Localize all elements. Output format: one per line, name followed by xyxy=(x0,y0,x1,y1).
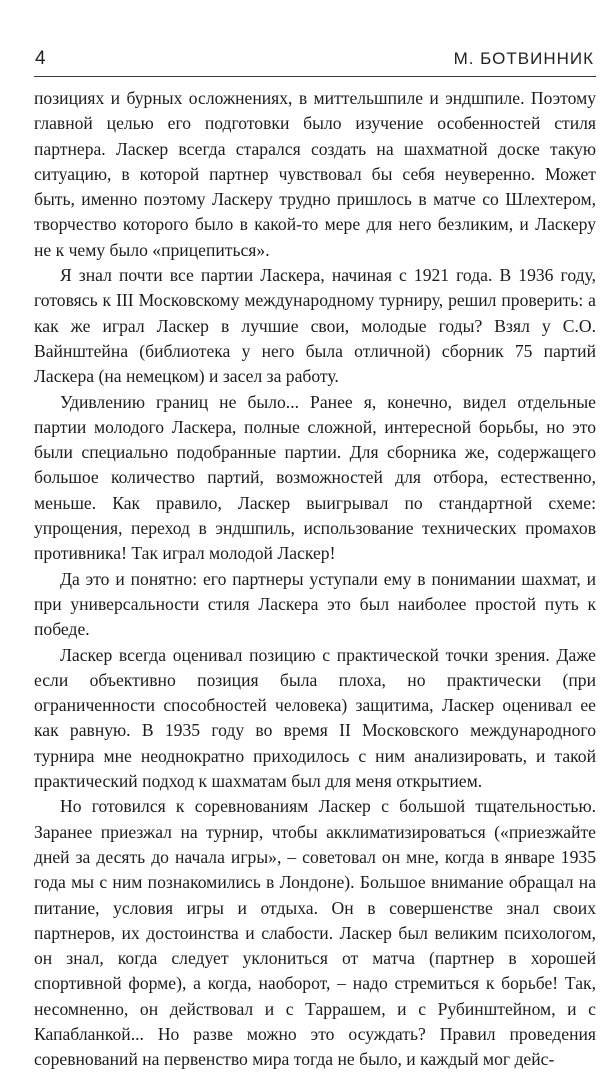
paragraph-1: позициях и бурных осложнениях, в миттельшпиле и эндшпиле. Поэтому главной целью его подготовки было изучение особенностей стиля партнера. Ласкер всегда старался создать на шахматной доске такую ситуацию, в которой партнер чувствовал бы себя неуверенно. Может быть, именно поэтому Ласкеру трудно пришлось в матче со Шлехтером, творчество которого было в какой-то мере для него безликим, и Ласкеру не к чему было «прицепиться». xyxy=(34,88,596,260)
page-number: 4 xyxy=(35,48,46,69)
paragraph-6: Но готовился к соревнованиям Ласкер с большой тщательностью. Заранее приезжал на турнир, чтобы акклиматизироваться («приезжайте дней за десять до начала игры», – советовал он мне, когда в январе 1935 года мы с ним познакомились в Лондоне). Большое внимание обращал на питание, условия игры и отдыха. Он в совершенстве знал своих партнеров, их достоинства и слабости. Ласкер был великим психологом, он знал, когда следует уклониться от матча (партнер в хорошей спортивной форме), а когда, наоборот, – надо стремиться к борьбе! Так, несомненно, он действовал и с Таррашем, и с Рубинштейном, и с Капабланкой... Но разве можно это осуждать? Правил проведения соревнований на первенство мира тогда не было, и каждый мог дейс- xyxy=(34,796,596,1070)
paragraph-2: Я знал почти все партии Ласкера, начиная с 1921 года. В 1936 году, готовясь к III Московскому международному турниру, решил проверить: а как же играл Ласкер в лучшие свои, молодые годы? Взял у С.О. Вайнштейна (библиотека у него была отличной) сборник 75 партий Ласкера (на немецком) и засел за работу. xyxy=(34,265,596,387)
body-text xyxy=(34,86,596,1073)
page-header xyxy=(34,46,596,77)
paragraph-4: Да это и понятно: его партнеры уступали ему в понимании шахмат, и при универсальности стиля Ласкера это был наиболее простой путь к победе. xyxy=(34,568,596,640)
paragraph-5: Ласкер всегда оценивал позицию с практической точки зрения. Даже если объективно позиция была плоха, но практически (при ограниченности способностей человека) защитима, Ласкер оценивал ее как равную. В 1935 году во время II Московского международного турнира мне неоднократно приходилось с ним анализировать, и такой практический подход к шахматам был для меня открытием. xyxy=(34,644,596,792)
running-head-author: М. БОТВИННИК xyxy=(453,49,594,68)
paragraph-3: Удивлению границ не было... Ранее я, конечно, видел отдельные партии молодого Ласкера, полные сложной, интересной борьбы, но это были специально подобранные партии. Для сборника же, содержащего большое количество партий, возможностей для отбора, естественно, меньше. Как правило, Ласкер выигрывал по стандартной схеме: упрощения, переход в эндшпиль, использование технических промахов противника! Так играл молодой Ласкер! xyxy=(34,391,596,564)
